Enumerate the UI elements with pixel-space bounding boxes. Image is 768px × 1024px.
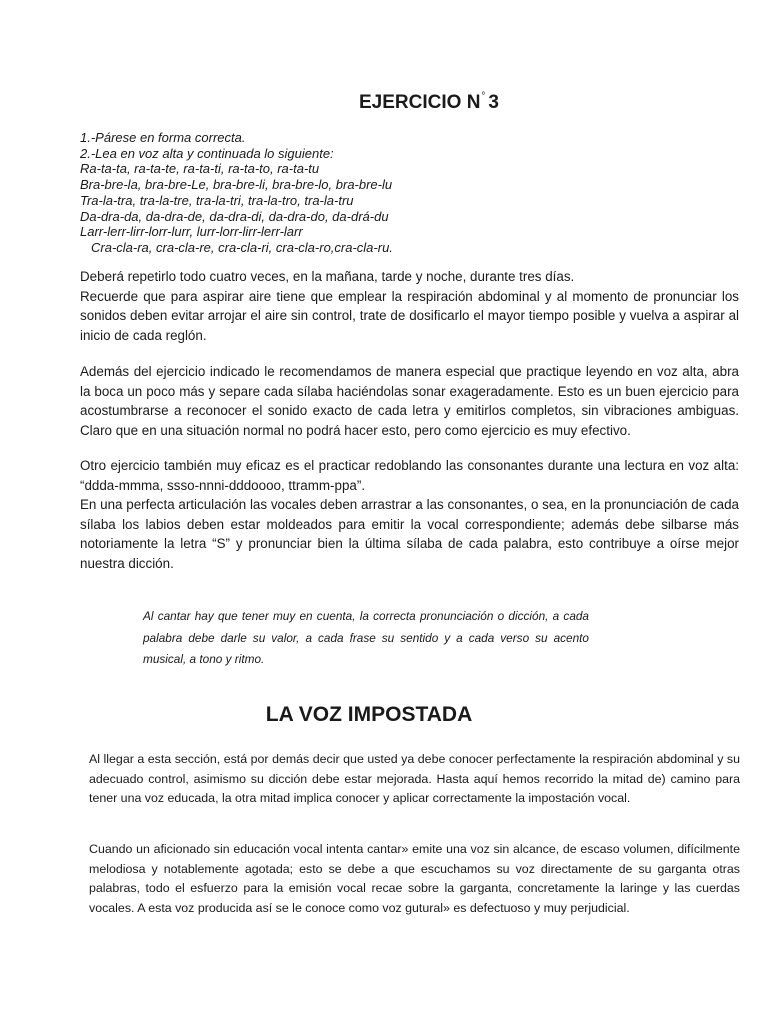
exercise-title-text: EJERCICIO N bbox=[359, 92, 481, 113]
instruction-line: 1.-Párese en forma correcta. bbox=[80, 130, 246, 145]
syllable-line: Tra-la-tra, tra-la-tre, tra-la-tri, tra-la-tro, tra-la-tru bbox=[80, 192, 354, 208]
syllable-line: Cra-cla-ra, cra-cla-re, cra-cla-ri, cra-cla-ro,cra-cla-ru. bbox=[91, 239, 393, 255]
paragraph-consonants: Otro ejercicio también muy eficaz es el practicar redoblando las consonantes durante una lectura en voz alta: “ddda-mmma, ssso-nnni-dddoooo, ttramm-ppa”. En una perfecta articulación las vocales deben arrastrar a las consonantes, o sea, en la pronunciación de cada sílaba los labios deben estar moldeados para emitir la vocal correspondiente; además debe silbarse más notoriamente la letra “S” y pronunciar bien la última sílaba de cada palabra, esto contribuye a oírse mejor nuestra dicción. bbox=[80, 458, 739, 571]
paragraph-reading-aloud: Además del ejercicio indicado le recomendamos de manera especial que practique leyendo en voz alta, abra la boca un poco más y separe cada sílaba haciéndolas sonar exageradamente. Esto es un buen ejercicio para acostumbrarse a reconocer el sonido exacto de cada letra y emitirlos completos, sin vibraciones ambiguas. Claro que en una situación normal no podrá hacer esto, pero como ejercicio es muy efectivo. bbox=[80, 364, 739, 438]
exercise-title bbox=[0, 91, 768, 114]
paragraph-repetition: Deberá repetirlo todo cuatro veces, en la mañana, tarde y noche, durante tres días. Recuerde que para aspirar aire tiene que emplear la respiración abdominal y al momento de pronunciar los sonidos deben evitar arrojar el aire sin control, trate de dosificarlo el mayor tiempo posible y vuelva a aspirar al inicio de cada reglón. bbox=[80, 269, 739, 343]
section-title: LA VOZ IMPOSTADA bbox=[265, 703, 473, 726]
section-paragraph-intro: Al llegar a esta sección, está por demás decir que usted ya debe conocer perfectamente la respiración abdominal y su adecuado control, asimismo su dicción debe estar mejorada. Hasta aquí hemos recorrido la mitad de) camino para tener una voz educada, la otra mitad implica conocer y aplicar correctamente la impostación vocal. bbox=[89, 752, 740, 806]
syllable-line: Bra-bre-la, bra-bre-Le, bra-bre-li, bra-bre-lo, bra-bre-lu bbox=[80, 177, 393, 193]
degree-sign: ° bbox=[481, 91, 486, 102]
section-paragraph-guttural: Cuando un aficionado sin educación vocal intenta cantar» emite una voz sin alcance, de escaso volumen, difícilmente melodiosa y notablemente agotada; esto se debe a que escuchamos su voz directamente de su garganta otras palabras, todo el esfuerzo para la emisión vocal recae sobre la garganta, concretamente la laringe y las cuerdas vocales. A esta voz producida así se le conoce como voz gutural» es defectuoso y muy perjudicial. bbox=[89, 842, 740, 915]
exercise-instructions bbox=[80, 130, 640, 256]
syllable-line: Larr-lerr-lirr-lorr-lurr, lurr-lorr-lirr-lerr-larr bbox=[80, 224, 303, 240]
syllable-line: Da-dra-da, da-dra-de, da-dra-di, da-dra-do, da-drá-du bbox=[80, 208, 389, 224]
quote-block: Al cantar hay que tener muy en cuenta, la correcta pronunciación o dicción, a cada palabra debe darle su valor, a cada frase su sentido y a cada verso su acento musical, a tono y ritmo. bbox=[143, 609, 589, 666]
exercise-number: 3 bbox=[488, 92, 499, 113]
instruction-line: 2.-Lea en voz alta y continuada lo siguiente: bbox=[80, 145, 334, 161]
syllable-line: Ra-ta-ta, ra-ta-te, ra-ta-ti, ra-ta-to, ra-ta-tu bbox=[80, 161, 320, 177]
